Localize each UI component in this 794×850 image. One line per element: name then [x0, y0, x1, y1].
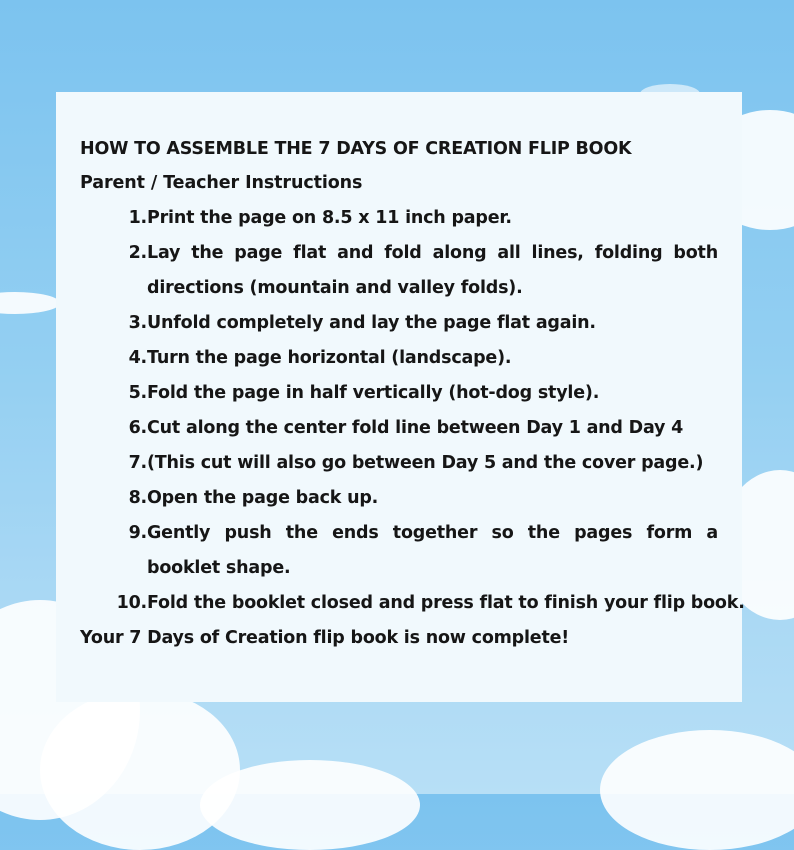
completion-message: Your 7 Days of Creation flip book is now complete!: [80, 628, 570, 648]
document-title: HOW TO ASSEMBLE THE 7 DAYS OF CREATION FLIP BOOK: [80, 139, 632, 159]
step-text: Fold the page in half vertically (hot-dog style).: [147, 383, 600, 403]
cloud-bottom-center: [200, 760, 420, 850]
list-item: [80, 516, 718, 586]
list-item: [80, 411, 718, 446]
cloud-bottom-right: [600, 730, 794, 850]
step-text: Turn the page horizontal (landscape).: [147, 348, 512, 368]
step-number: 1.: [128, 208, 147, 228]
step-text: Open the page back up.: [147, 488, 379, 508]
step-number: 7.: [128, 453, 147, 473]
step-number: 2.: [128, 243, 147, 263]
step-text: Cut along the center fold line between Day 1 and Day 4: [147, 418, 684, 438]
step-text: Lay the page flat and fold along all lines, folding both directions (mountain and valley folds).: [147, 243, 718, 298]
step-text: Print the page on 8.5 x 11 inch paper.: [147, 208, 512, 228]
steps-list: [80, 201, 745, 621]
list-item: [80, 341, 718, 376]
step-number: 6.: [128, 418, 147, 438]
instructions-card: [56, 92, 745, 702]
cloud-left-middle: [0, 292, 60, 314]
step-number: 5.: [128, 383, 147, 403]
list-item: [80, 446, 718, 481]
step-number: 4.: [128, 348, 147, 368]
list-item: [80, 306, 718, 341]
list-item: [80, 201, 718, 236]
step-text: (This cut will also go between Day 5 and the cover page.): [147, 453, 704, 473]
list-item: [80, 481, 718, 516]
step-text: Gently push the ends together so the pages form a booklet shape.: [147, 523, 718, 578]
cloud-bottom-left-2: [40, 690, 240, 850]
list-item: [80, 586, 745, 621]
list-item: [80, 376, 718, 411]
step-number: 8.: [128, 488, 147, 508]
list-item: [80, 236, 718, 306]
step-number: 9.: [128, 523, 147, 543]
step-text: Unfold completely and lay the page flat again.: [147, 313, 596, 333]
document-subtitle: Parent / Teacher Instructions: [80, 173, 363, 193]
step-number: 10.: [116, 593, 147, 613]
step-text: Fold the booklet closed and press flat to finish your flip book.: [147, 593, 745, 613]
step-number: 3.: [128, 313, 147, 333]
